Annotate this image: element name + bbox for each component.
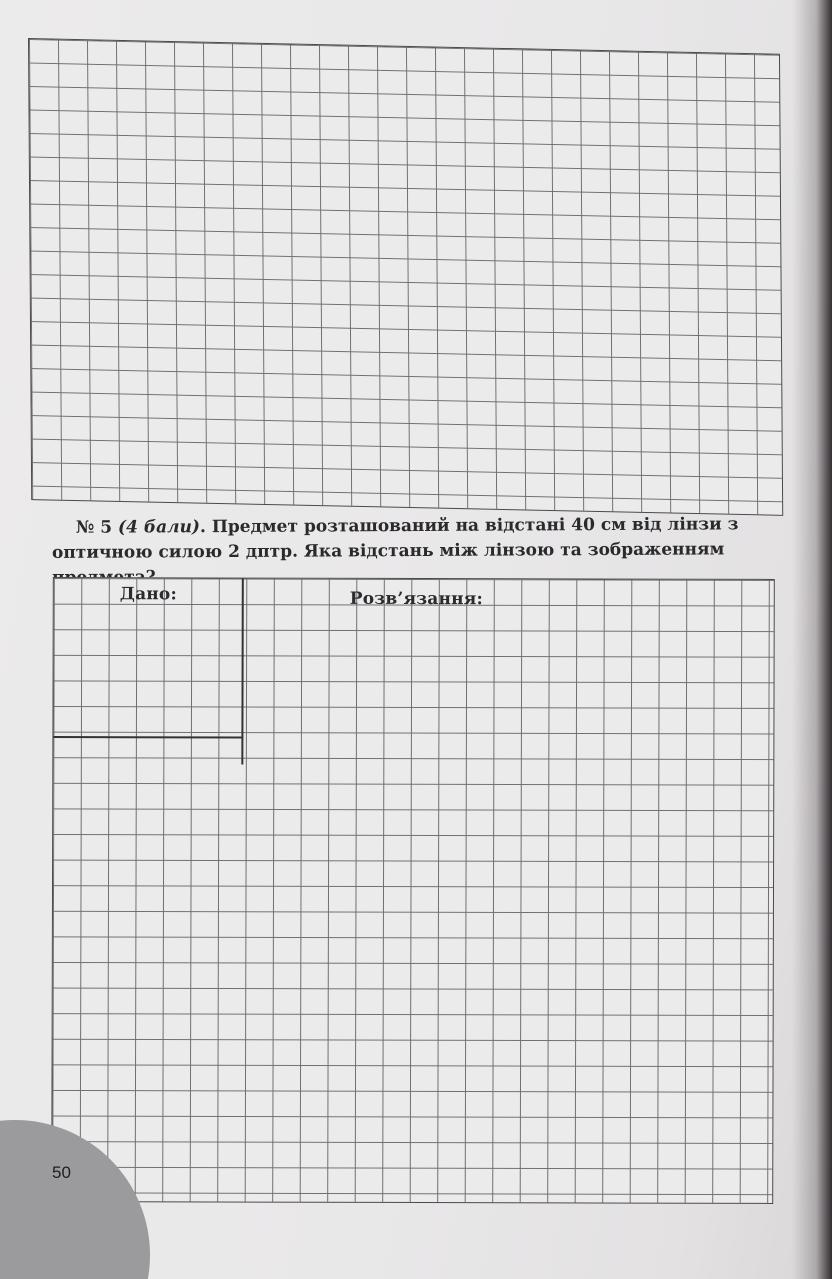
drawing-grid <box>28 38 783 516</box>
page-edge-shadow <box>792 0 832 1279</box>
problem-points: (4 бали) <box>117 517 201 538</box>
solution-label: Розв’язання: <box>349 588 484 610</box>
given-label: Дано: <box>119 584 178 605</box>
problem-number: № 5 <box>75 517 113 538</box>
problem-text: . Предмет розташований на відстані 40 см від лінзи з оптичною силою 2 дптр. Яка відстань між лінзою та зображенням <box>51 514 739 563</box>
given-divider-horizontal <box>53 736 243 738</box>
answer-grid <box>51 577 775 1204</box>
page-number: 50 <box>52 1163 71 1182</box>
